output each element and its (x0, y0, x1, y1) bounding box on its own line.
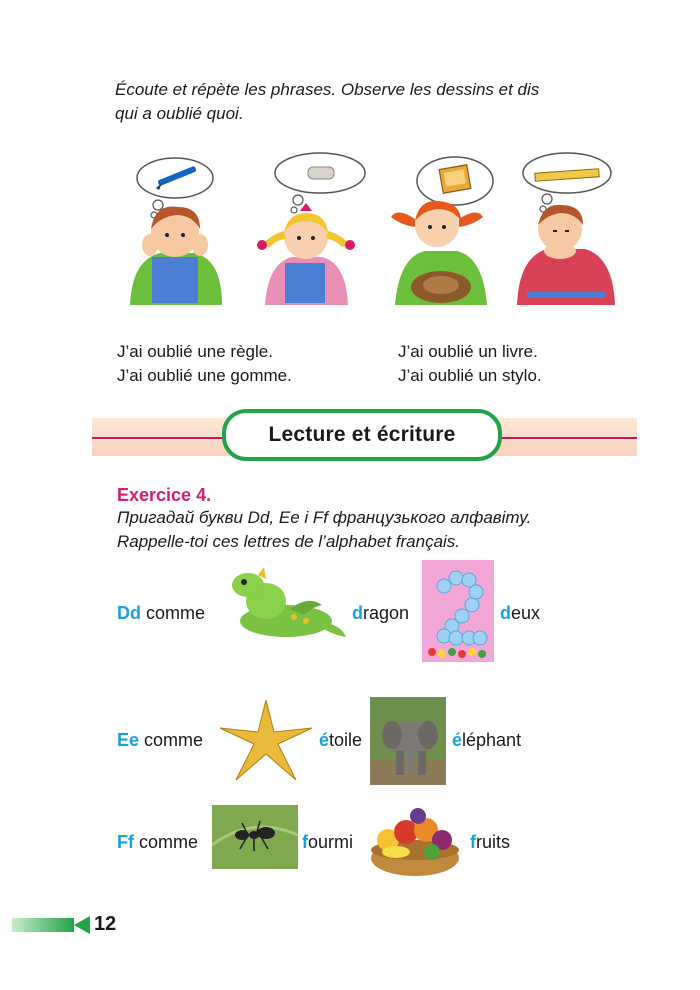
elephant-initial: é (452, 730, 463, 750)
comme-e: comme (144, 730, 204, 750)
word-fruits (470, 832, 510, 853)
exercise-instruction-fr: Rappelle-toi ces lettres de l’alphabet français. (117, 532, 461, 551)
fourmi-initial: f (302, 832, 308, 852)
phrase-gomme: J’ai oublié une gomme. (117, 366, 292, 385)
word-fourmi (302, 832, 353, 853)
phrase-regle: J’ai oublié une règle. (117, 342, 273, 361)
boy-pen-figure (130, 158, 222, 305)
letter-ff: Ff (117, 832, 134, 852)
section-title: Lecture et écriture (222, 409, 502, 461)
instruction-text (115, 78, 645, 126)
boy-ruler-figure (517, 153, 615, 305)
etoile-rest: toile (329, 730, 363, 750)
deux-rest: eux (511, 603, 541, 623)
ant-picture (212, 805, 298, 869)
word-etoile (319, 730, 362, 751)
word-deux (500, 603, 540, 624)
exercise-instructions (117, 506, 637, 554)
dragon-initial: d (352, 603, 363, 623)
kids-illustration (110, 145, 630, 315)
row-f-label (117, 832, 198, 853)
exercise-title: Exercice 4. (117, 485, 212, 505)
eraser-icon (308, 167, 334, 179)
phrase-livre: J’ai oublié un livre. (398, 342, 538, 361)
star-picture (216, 698, 316, 782)
elephant-picture (370, 697, 446, 785)
row-e-label (117, 730, 203, 751)
letter-ee: Ee (117, 730, 140, 750)
deux-balloons-picture (422, 560, 494, 662)
word-elephant (452, 730, 521, 751)
dragon-rest: ragon (363, 603, 410, 623)
deux-initial: d (500, 603, 511, 623)
page-number-arrow (12, 914, 92, 936)
fruits-rest: ruits (476, 832, 511, 852)
instruction-line-1: Écoute et répète les phrases. Observe les dessins et dis (115, 80, 540, 99)
girl-eraser-figure (257, 153, 365, 305)
dragon-picture (218, 565, 348, 647)
comme-d: comme (146, 603, 206, 623)
phrases-column-1 (117, 340, 292, 388)
elephant-rest: léphant (462, 730, 522, 750)
girl-book-figure (391, 157, 493, 305)
letter-dd: Dd (117, 603, 141, 623)
page-number: 12 (94, 913, 117, 935)
etoile-initial: é (319, 730, 330, 750)
book-icon (439, 165, 471, 193)
row-d-label (117, 603, 205, 624)
phrase-stylo: J’ai oublié un stylo. (398, 366, 542, 385)
exercise-instruction-uk: Пригадай букви Dd, Ee і Ff французького алфавіту. (117, 508, 532, 527)
fruits-picture (366, 800, 464, 882)
instruction-line-2: qui a oublié quoi. (115, 104, 244, 123)
word-dragon (352, 603, 409, 624)
fourmi-rest: ourmi (308, 832, 354, 852)
comme-f: comme (139, 832, 199, 852)
fruits-initial: f (470, 832, 476, 852)
phrases-column-2 (398, 340, 542, 388)
